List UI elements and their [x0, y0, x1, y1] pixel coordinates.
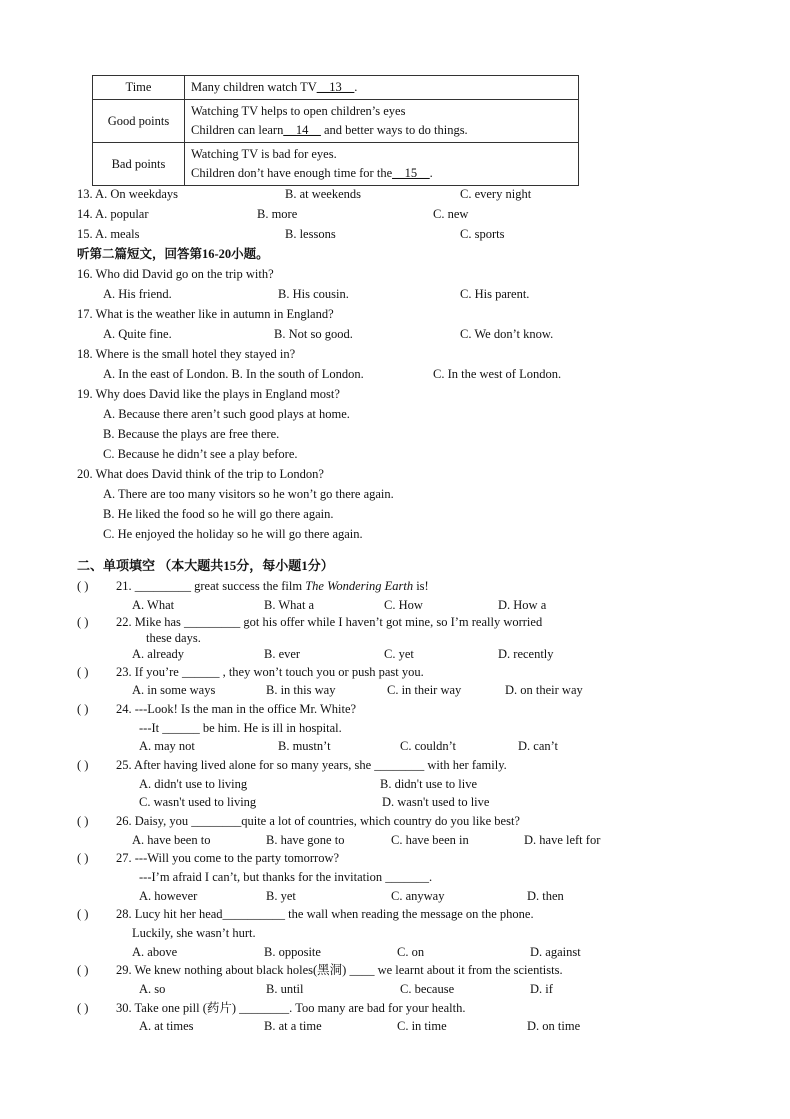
question-stem: 25. After having lived alone for so many years, she ________ with her family. [116, 758, 507, 772]
option: 13. A. On weekdays [77, 187, 179, 201]
option: C. anyway [391, 889, 445, 903]
answer-bracket: ( ) [77, 907, 89, 921]
question-stem: 22. Mike has _________ got his offer while I haven’t got mine, so I’m really worried [116, 615, 543, 629]
question-stem: 28. Lucy hit her head__________ the wall when reading the message on the phone. [116, 907, 534, 921]
question-stem [116, 578, 429, 594]
option: A. however [139, 889, 198, 903]
option: B. He liked the food so he will go there again. [103, 507, 334, 521]
question-stem: 23. If you’re ______ , they won’t touch you or push past you. [116, 665, 424, 679]
question-stem: 24. ---Look! Is the man in the office Mr. White? [116, 702, 357, 716]
question-stem: 18. Where is the small hotel they stayed in? [77, 347, 296, 361]
blank-13: __13__ [316, 80, 355, 94]
answer-bracket: ( ) [77, 579, 89, 593]
option: B. yet [266, 889, 296, 903]
row-content [185, 143, 579, 186]
question-stem: 16. Who did David go on the trip with? [77, 267, 274, 281]
question-stem: ---I’m afraid I can’t, but thanks for the invitation _______. [139, 870, 433, 884]
row-label: Bad points [93, 143, 185, 186]
blank-14: __14__ [283, 123, 321, 137]
option: 14. A. popular [77, 207, 149, 221]
option: D. How a [498, 598, 547, 612]
option: B. Not so good. [274, 327, 353, 341]
option: B. lessons [285, 227, 336, 241]
option: A. have been to [132, 833, 211, 847]
option: C. in their way [387, 683, 462, 697]
option: C. new [433, 207, 469, 221]
row-label: Good points [93, 100, 185, 143]
option: 15. A. meals [77, 227, 140, 241]
option: C. because [400, 982, 455, 996]
answer-bracket: ( ) [77, 963, 89, 977]
option: D. against [530, 945, 581, 959]
option: A. His friend. [103, 287, 172, 301]
stem-text: 21. _________ great success the film [116, 579, 306, 593]
answer-bracket: ( ) [77, 1001, 89, 1015]
option: B. didn't use to live [380, 777, 478, 791]
cell-text: Children can learn [191, 123, 284, 137]
option: D. if [530, 982, 553, 996]
row-content [185, 100, 579, 143]
option: C. Because he didn’t see a play before. [103, 447, 298, 461]
question-stem: these days. [146, 631, 201, 645]
cell-text: Children don’t have enough time for the [191, 166, 393, 180]
stem-text: is! [413, 579, 429, 593]
cell-text: Watching TV helps to open children’s eyes [191, 104, 406, 118]
table-row [93, 100, 579, 143]
option: C. have been in [391, 833, 469, 847]
option: C. couldn’t [400, 739, 457, 753]
option: A. already [132, 647, 185, 661]
option: D. have left for [524, 833, 601, 847]
option: C. How [384, 598, 423, 612]
option: C. wasn't used to living [139, 795, 257, 809]
option: A. There are too many visitors so he won’t go there again. [103, 487, 394, 501]
option: B. until [266, 982, 304, 996]
option: B. mustn’t [278, 739, 331, 753]
option: B. at a time [264, 1019, 322, 1033]
option: A. so [139, 982, 166, 996]
film-title: The Wondering Earth [305, 579, 414, 593]
option: D. on their way [505, 683, 583, 697]
answer-bracket: ( ) [77, 702, 89, 716]
option: A. Because there aren’t such good plays at home. [103, 407, 350, 421]
option: A. didn't use to living [139, 777, 248, 791]
section-heading: 二、单项填空 （本大题共15分，每小题1分） [77, 558, 334, 573]
option: A. In the east of London. B. In the south of London. [103, 367, 364, 381]
option: D. on time [527, 1019, 581, 1033]
option: C. in time [397, 1019, 447, 1033]
cell-text: and better ways to do things. [320, 123, 468, 137]
option: C. His parent. [460, 287, 530, 301]
blank-15: __15__ [392, 166, 430, 180]
answer-bracket: ( ) [77, 615, 89, 629]
answer-bracket: ( ) [77, 758, 89, 772]
answer-bracket: ( ) [77, 851, 89, 865]
option: C. every night [460, 187, 532, 201]
question-stem: ---It ______ be him. He is ill in hospital. [139, 721, 342, 735]
option: C. In the west of London. [433, 367, 562, 381]
option: C. on [397, 945, 425, 959]
summary-table [92, 75, 579, 186]
cell-text: . [429, 166, 433, 180]
option: B. in this way [266, 683, 336, 697]
option: C. sports [460, 227, 505, 241]
answer-bracket: ( ) [77, 665, 89, 679]
cell-text: . [354, 80, 358, 94]
option: A. Quite fine. [103, 327, 172, 341]
row-label: Time [93, 76, 185, 100]
option: A. in some ways [132, 683, 216, 697]
option: A. may not [139, 739, 195, 753]
option: D. then [527, 889, 564, 903]
question-stem: 29. We knew nothing about black holes(黑洞) ____ we learnt about it from the scientists. [116, 963, 563, 977]
option: D. can’t [518, 739, 559, 753]
table-row [93, 76, 579, 100]
question-stem: 26. Daisy, you ________quite a lot of countries, which country do you like best? [116, 814, 520, 828]
option: B. have gone to [266, 833, 345, 847]
section-heading: 听第二篇短文，回答第16-20小题。 [77, 247, 269, 261]
cell-text: Watching TV is bad for eyes. [191, 147, 337, 161]
option: C. He enjoyed the holiday so he will go there again. [103, 527, 363, 541]
cell-text: Many children watch TV [191, 80, 317, 94]
option: A. What [132, 598, 175, 612]
option: A. above [132, 945, 178, 959]
option: B. ever [264, 647, 301, 661]
option: B. What a [264, 598, 315, 612]
question-stem: 17. What is the weather like in autumn in England? [77, 307, 334, 321]
option: D. wasn't used to live [382, 795, 490, 809]
answer-bracket: ( ) [77, 814, 89, 828]
option: C. We don’t know. [460, 327, 554, 341]
option: B. opposite [264, 945, 321, 959]
option: D. recently [498, 647, 554, 661]
question-stem: 19. Why does David like the plays in England most? [77, 387, 340, 401]
question-stem: 27. ---Will you come to the party tomorrow? [116, 851, 340, 865]
option: B. more [257, 207, 298, 221]
option: C. yet [384, 647, 414, 661]
option: B. Because the plays are free there. [103, 427, 280, 441]
option: B. at weekends [285, 187, 362, 201]
option: A. at times [139, 1019, 194, 1033]
question-stem: 20. What does David think of the trip to London? [77, 467, 324, 481]
table-row [93, 143, 579, 186]
question-stem: 30. Take one pill (药片) ________. Too many are bad for your health. [116, 1001, 466, 1015]
row-content [185, 76, 579, 100]
option: B. His cousin. [278, 287, 349, 301]
question-stem: Luckily, she wasn’t hurt. [132, 926, 256, 940]
